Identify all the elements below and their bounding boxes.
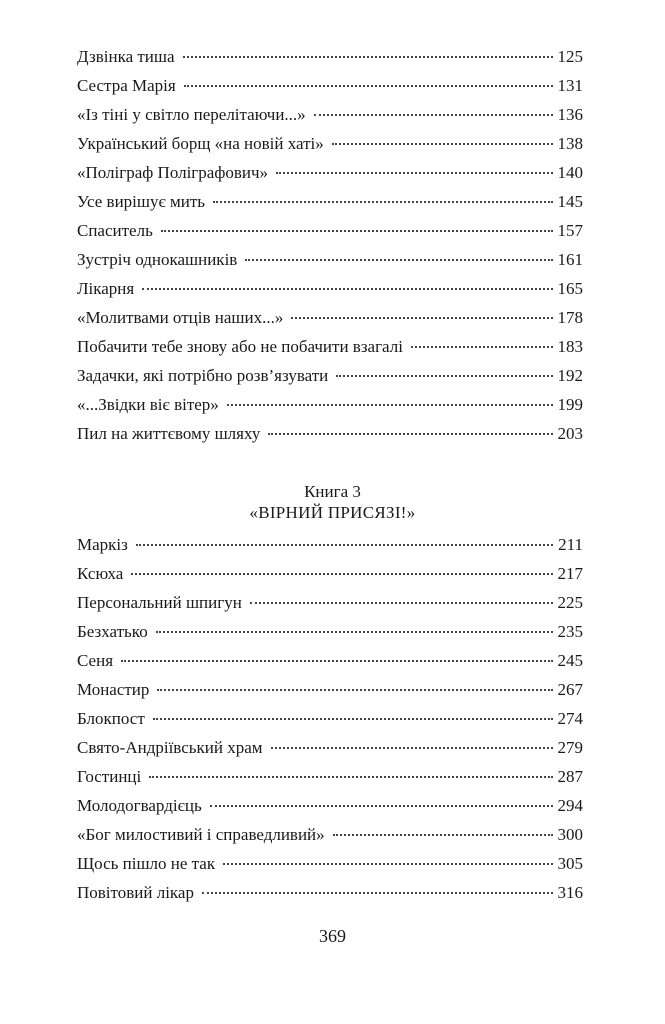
toc-entry xyxy=(77,42,583,71)
toc-entry-page: 316 xyxy=(557,883,583,902)
toc-entry xyxy=(77,158,583,187)
dot-leader xyxy=(271,747,553,749)
toc-entry xyxy=(77,129,583,158)
toc-entry-page: 274 xyxy=(557,709,583,728)
toc-entry-title: Український борщ «на новій хаті» xyxy=(77,134,324,153)
toc-entry xyxy=(77,187,583,216)
book-label: Книга 3 xyxy=(304,482,361,501)
toc-entry xyxy=(77,100,583,129)
toc-entry xyxy=(77,216,583,245)
toc-entry-page: 217 xyxy=(557,564,583,583)
dot-leader xyxy=(213,201,552,203)
toc-entry-title: Пил на життєвому шляху xyxy=(77,424,261,443)
toc-entry-page: 140 xyxy=(557,163,583,182)
toc-entry-page: 287 xyxy=(557,767,583,786)
toc-entry-title: Персональний шпигун xyxy=(77,593,242,612)
dot-leader xyxy=(332,143,553,145)
dot-leader xyxy=(268,433,552,435)
toc-entry-page: 300 xyxy=(557,825,583,844)
toc-entry-title: Безхатько xyxy=(77,622,148,641)
toc-entry-title: «Із тіні у світло перелітаючи...» xyxy=(77,105,306,124)
toc-entry-title: Монастир xyxy=(77,680,150,699)
dot-leader xyxy=(184,85,553,87)
toc-entry-page: 267 xyxy=(557,680,583,699)
dot-leader xyxy=(142,288,552,290)
toc-entry-page: 294 xyxy=(557,796,583,815)
table-of-contents-part-2 xyxy=(77,530,583,907)
toc-entry-title: Лікарня xyxy=(77,279,135,298)
toc-entry xyxy=(77,617,583,646)
toc-entry-page: 131 xyxy=(557,76,583,95)
dot-leader xyxy=(156,631,553,633)
dot-leader xyxy=(149,776,552,778)
toc-entry-page: 136 xyxy=(557,105,583,124)
toc-entry-title: «Поліграф Поліграфович» xyxy=(77,163,269,182)
toc-entry-title: «Бог милостивий і справедливий» xyxy=(77,825,325,844)
toc-entry-title: Зустріч однокашників xyxy=(77,250,238,269)
toc-entry xyxy=(77,704,583,733)
toc-entry xyxy=(77,762,583,791)
toc-entry xyxy=(77,419,583,448)
book-title: «ВІРНИЙ ПРИСЯЗІ!» xyxy=(249,503,416,522)
toc-entry-title: Побачити тебе знову або не побачити взагалі xyxy=(77,337,403,356)
toc-entry-title: Щось пішло не так xyxy=(77,854,216,873)
dot-leader xyxy=(157,689,552,691)
toc-entry-page: 245 xyxy=(557,651,583,670)
dot-leader xyxy=(227,404,553,406)
page-number: 369 xyxy=(319,926,346,946)
toc-entry-page: 203 xyxy=(557,424,583,443)
table-of-contents-part-1 xyxy=(77,42,583,448)
toc-entry xyxy=(77,588,583,617)
toc-entry-title: Спаситель xyxy=(77,221,153,240)
dot-leader xyxy=(411,346,553,348)
toc-entry xyxy=(77,390,583,419)
toc-entry-page: 125 xyxy=(557,47,583,66)
toc-entry xyxy=(77,791,583,820)
toc-entry xyxy=(77,733,583,762)
toc-entry xyxy=(77,820,583,849)
dot-leader xyxy=(314,114,553,116)
toc-entry-title: Сестра Марія xyxy=(77,76,176,95)
toc-entry xyxy=(77,274,583,303)
toc-entry-page: 138 xyxy=(557,134,583,153)
toc-entry xyxy=(77,303,583,332)
toc-entry-title: Ксюха xyxy=(77,564,124,583)
toc-entry-title: Гостинці xyxy=(77,767,142,786)
toc-entry-title: Блокпост xyxy=(77,709,145,728)
toc-entry-title: Усе вирішує мить xyxy=(77,192,206,211)
toc-entry xyxy=(77,849,583,878)
toc-entry-page: 145 xyxy=(557,192,583,211)
dot-leader xyxy=(210,805,553,807)
toc-entry-page: 165 xyxy=(557,279,583,298)
toc-entry xyxy=(77,245,583,274)
toc-entry-title: Сеня xyxy=(77,651,114,670)
dot-leader xyxy=(121,660,552,662)
toc-entry-page: 235 xyxy=(557,622,583,641)
toc-entry-page: 157 xyxy=(557,221,583,240)
dot-leader xyxy=(136,544,553,546)
toc-entry-page: 192 xyxy=(557,366,583,385)
toc-entry xyxy=(77,71,583,100)
toc-entry-title: «...Звідки віє вітер» xyxy=(77,395,219,414)
toc-entry xyxy=(77,646,583,675)
toc-entry-title: Молодогвардієць xyxy=(77,796,202,815)
toc-entry-page: 225 xyxy=(557,593,583,612)
toc-entry xyxy=(77,530,583,559)
toc-entry-title: «Молитвами отців наших...» xyxy=(77,308,284,327)
toc-entry-title: Задачки, які потрібно розв’язувати xyxy=(77,366,329,385)
dot-leader xyxy=(202,892,553,894)
dot-leader xyxy=(291,317,552,319)
toc-entry-page: 305 xyxy=(557,854,583,873)
toc-entry-title: Дзвінка тиша xyxy=(77,47,175,66)
toc-entry-page: 183 xyxy=(557,337,583,356)
toc-entry-title: Повітовий лікар xyxy=(77,883,194,902)
toc-entry xyxy=(77,332,583,361)
dot-leader xyxy=(245,259,552,261)
dot-leader xyxy=(250,602,553,604)
dot-leader xyxy=(153,718,553,720)
toc-entry-page: 279 xyxy=(557,738,583,757)
toc-entry-title: Свято-Андріївський храм xyxy=(77,738,263,757)
toc-entry xyxy=(77,361,583,390)
dot-leader xyxy=(161,230,553,232)
toc-entry-title: Маркіз xyxy=(77,535,128,554)
toc-entry xyxy=(77,878,583,907)
dot-leader xyxy=(223,863,552,865)
toc-entry-page: 161 xyxy=(557,250,583,269)
dot-leader xyxy=(131,573,552,575)
toc-entry xyxy=(77,675,583,704)
toc-entry-page: 211 xyxy=(558,535,583,554)
dot-leader xyxy=(333,834,553,836)
toc-entry-page: 178 xyxy=(557,308,583,327)
dot-leader xyxy=(336,375,552,377)
dot-leader xyxy=(183,56,553,58)
dot-leader xyxy=(276,172,552,174)
toc-entry xyxy=(77,559,583,588)
toc-entry-page: 199 xyxy=(557,395,583,414)
